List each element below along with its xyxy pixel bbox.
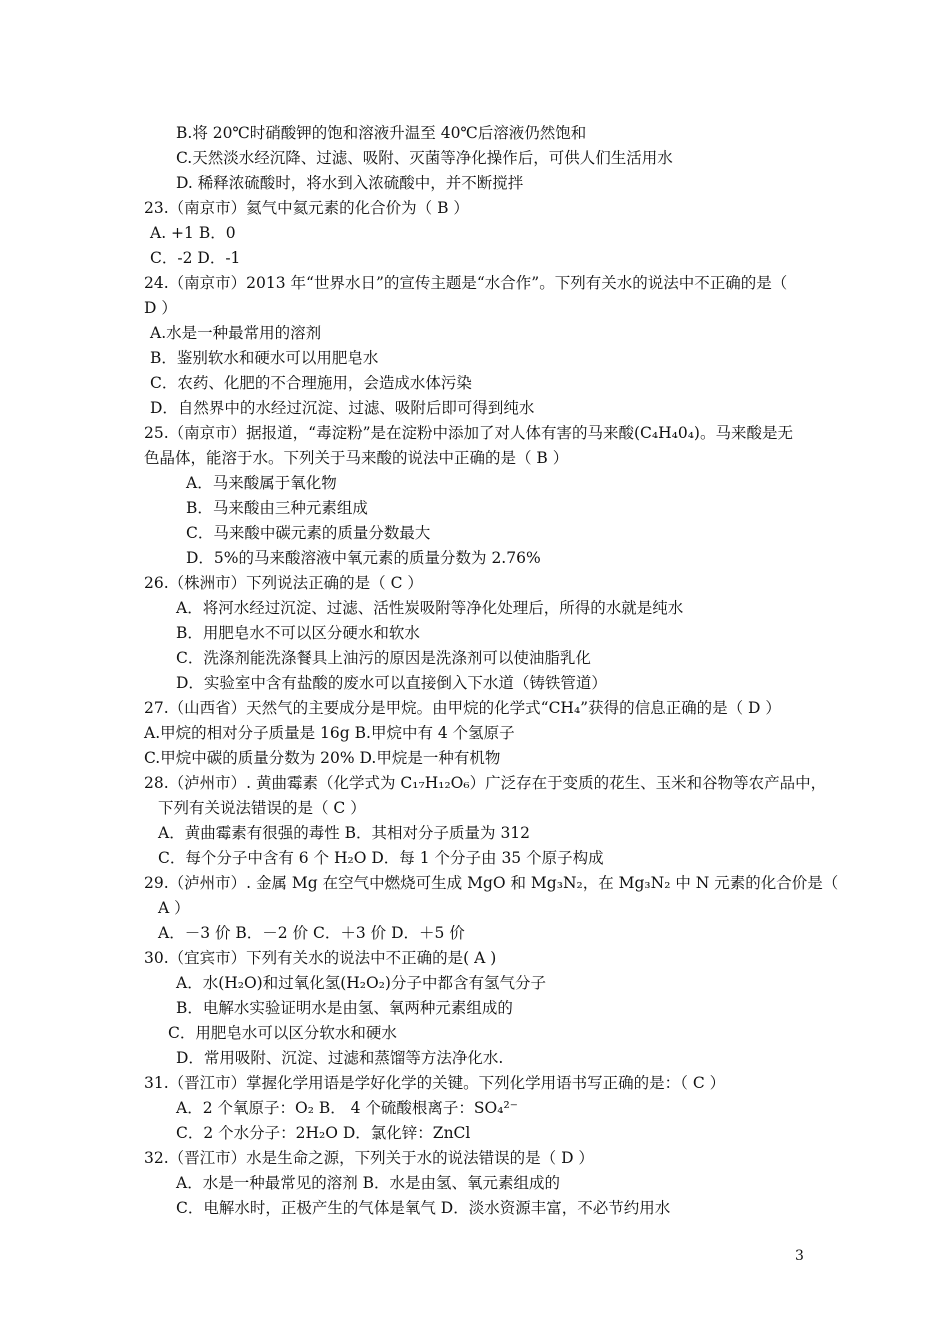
text-line: C．2 个水分子：2H₂O D．氯化锌：ZnCl: [176, 1124, 471, 1142]
text-line: 24.（南京市）2013 年“世界水日”的宣传主题是“水合作”。下列有关水的说法中不正确的是（: [144, 274, 788, 292]
text-line: C．电解水时，正极产生的气体是氧气 D．淡水资源丰富，不必节约用水: [176, 1199, 671, 1217]
text-line: C．每个分子中含有 6 个 H₂O D．每 1 个分子由 35 个原子构成: [158, 849, 604, 867]
text-line: A.水是一种最常用的溶剂: [150, 324, 322, 342]
text-line: D．自然界中的水经过沉淀、过滤、吸附后即可得到纯水: [150, 399, 535, 417]
text-line: A．水是一种最常见的溶剂 B．水是由氢、氧元素组成的: [176, 1174, 561, 1192]
text-line: A．马来酸属于氧化物: [186, 474, 337, 492]
text-line: 26.（株洲市）下列说法正确的是（ C ）: [144, 574, 423, 592]
text-line: C．农药、化肥的不合理施用，会造成水体污染: [150, 374, 472, 392]
page-number: 3: [795, 1248, 804, 1264]
text-line: C．-2 D．-1: [150, 249, 241, 267]
text-line: B.将 20℃时硝酸钾的饱和溶液升温至 40℃后溶液仍然饱和: [176, 124, 587, 142]
text-line: C．洗涤剂能洗涤餐具上油污的原因是洗涤剂可以使油脂乳化: [176, 649, 591, 667]
text-line: C.天然淡水经沉降、过滤、吸附、灭菌等净化操作后，可供人们生活用水: [176, 149, 673, 167]
text-line: B．鉴别软水和硬水可以用肥皂水: [150, 349, 379, 367]
text-line: A.甲烷的相对分子质量是 16g B.甲烷中有 4 个氢原子: [144, 724, 515, 742]
text-line: C.甲烷中碳的质量分数为 20% D.甲烷是一种有机物: [144, 749, 501, 767]
text-line: 色晶体，能溶于水。下列关于马来酸的说法中正确的是（ B ）: [144, 449, 569, 467]
text-line: 下列有关说法错误的是（ C ）: [158, 799, 366, 817]
text-line: 30.（宜宾市）下列有关水的说法中不正确的是( A ): [144, 949, 497, 967]
text-line: B．用肥皂水不可以区分硬水和软水: [176, 624, 420, 642]
text-line: 25.（南京市）据报道，“毒淀粉”是在淀粉中添加了对人体有害的马来酸(C₄H₄0₄)。马来酸是无: [144, 424, 793, 442]
text-line: A．－3 价 B．－2 价 C．＋3 价 D．＋5 价: [158, 924, 465, 942]
text-line: D. 稀释浓硫酸时，将水到入浓硫酸中，并不断搅拌: [176, 174, 524, 192]
text-line: A. +1 B．0: [150, 224, 236, 242]
text-line: A ）: [158, 899, 190, 917]
text-line: D．常用吸附、沉淀、过滤和蒸馏等方法净化水.: [176, 1049, 504, 1067]
text-line: 32.（晋江市）水是生命之源，下列关于水的说法错误的是（ D ）: [144, 1149, 594, 1167]
text-line: B．电解水实验证明水是由氢、氧两种元素组成的: [176, 999, 513, 1017]
text-line: 31.（晋江市）掌握化学用语是学好化学的关键。下列化学用语书写正确的是：（ C ）: [144, 1074, 726, 1092]
text-line: B．马来酸由三种元素组成: [186, 499, 368, 517]
text-line: D．实验室中含有盐酸的废水可以直接倒入下水道（铸铁管道）: [176, 674, 607, 692]
text-line: 29.（泸州市）. 金属 Mg 在空气中燃烧可生成 MgO 和 Mg₃N₂，在 Mg₃N₂ 中 N 元素的化合价是（: [144, 874, 839, 892]
text-line: A．2 个氧原子：O₂ B． 4 个硫酸根离子：SO₄²⁻: [176, 1099, 518, 1117]
text-line: A．将河水经过沉淀、过滤、活性炭吸附等净化处理后，所得的水就是纯水: [176, 599, 684, 617]
text-line: A．水(H₂O)和过氧化氢(H₂O₂)分子中都含有氢气分子: [176, 974, 546, 992]
text-line: A．黄曲霉素有很强的毒性 B．其相对分子质量为 312: [158, 824, 531, 842]
text-line: 27.（山西省）天然气的主要成分是甲烷。由甲烷的化学式“CH₄”获得的信息正确的是（ D ）: [144, 699, 781, 717]
text-line: C．用肥皂水可以区分软水和硬水: [168, 1024, 397, 1042]
text-line: 28.（泸州市）. 黄曲霉素（化学式为 C₁₇H₁₂O₆）广泛存在于变质的花生、玉米和谷物等农产品中，: [144, 774, 827, 792]
text-line: C．马来酸中碳元素的质量分数最大: [186, 524, 431, 542]
text-line: D ）: [144, 299, 177, 317]
text-line: 23.（南京市）氦气中氦元素的化合价为（ B ）: [144, 199, 469, 217]
text-line: D．5%的马来酸溶液中氧元素的质量分数为 2.76%: [186, 549, 541, 567]
